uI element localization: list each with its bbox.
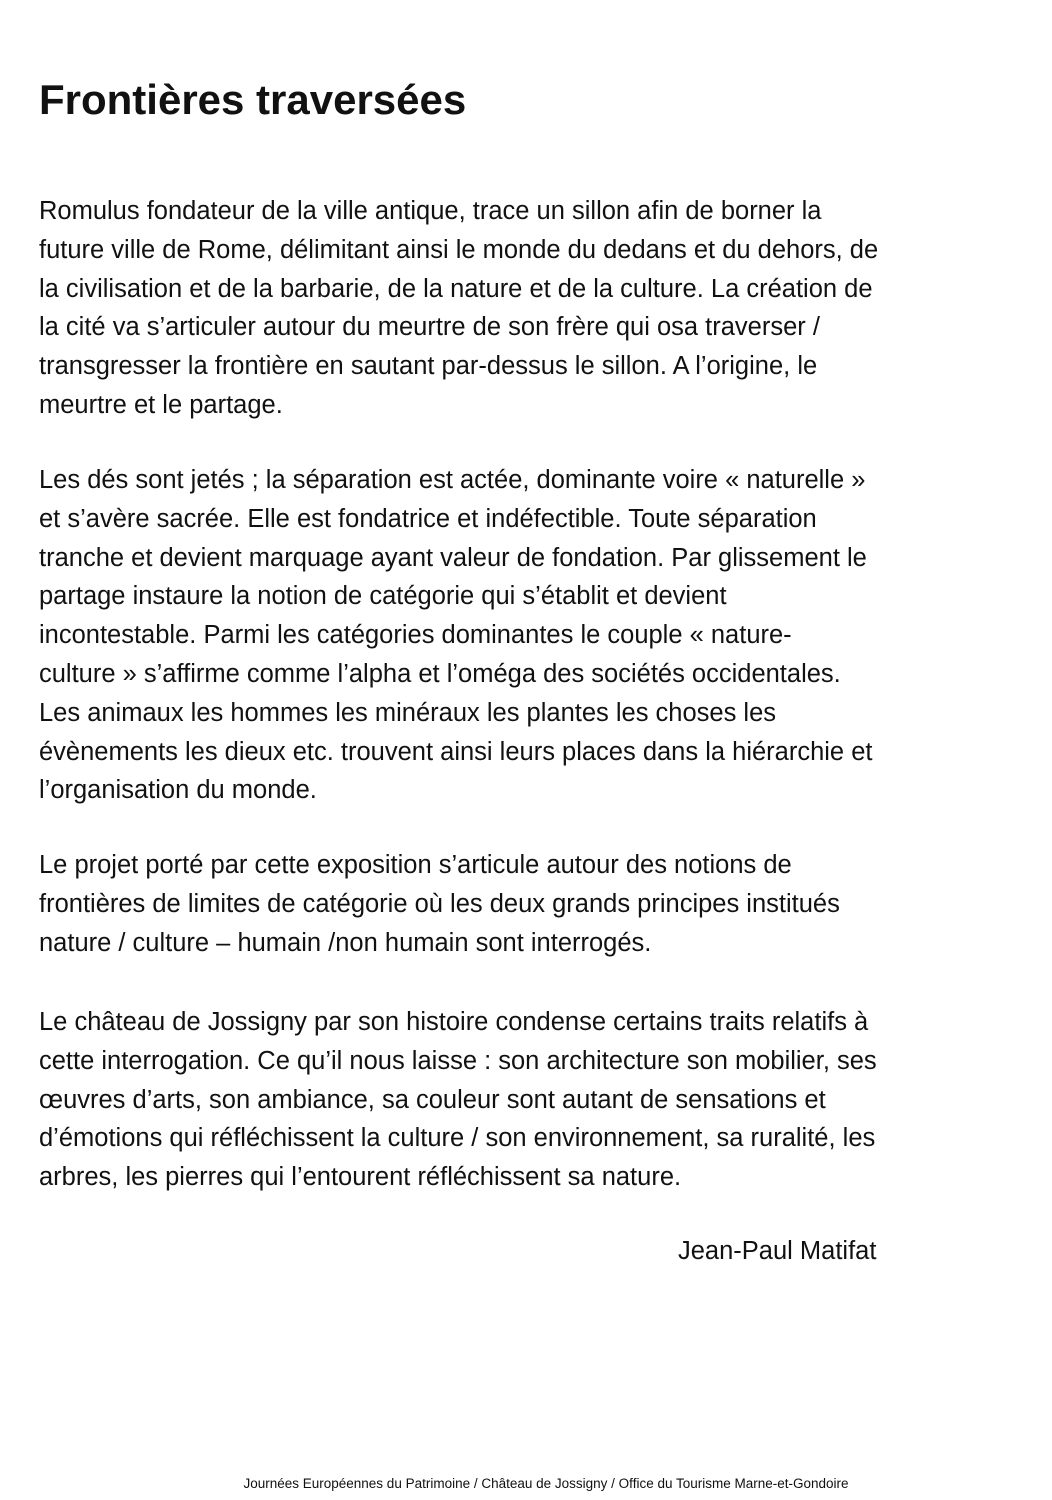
text-line: arbres, les pierres qui l’entourent réfléchissent sa nature. [39, 1163, 682, 1192]
text-line: Les dés sont jetés ; la séparation est actée, dominante voire « naturelle » [39, 466, 866, 494]
paragraph-4 [39, 1003, 877, 1197]
text-line: nature / culture – humain /non humain sont interrogés. [39, 928, 652, 957]
text-line: œuvres d’arts, son ambiance, sa couleur sont autant de sensations et [39, 1085, 826, 1114]
text-line: et s’avère sacrée. Elle est fondatrice et indéfectible. Toute séparation [39, 504, 817, 533]
text-line: l’organisation du monde. [39, 776, 317, 805]
paragraph-2 [39, 461, 872, 810]
text-line: culture » s’affirme comme l’alpha et l’oméga des sociétés occidentales. [39, 659, 841, 688]
text-line: Le château de Jossigny par son histoire condense certains traits relatifs à [39, 1008, 869, 1036]
text-line: meurtre et le partage. [39, 390, 283, 419]
text-line: transgresser la frontière en sautant par-dessus le sillon. A l’origine, le [39, 352, 818, 381]
text-line: frontières de limites de catégorie où les deux grands principes institués [39, 889, 840, 918]
paragraph-3 [39, 846, 840, 962]
text-line: tranche et devient marquage ayant valeur de fondation. Par glissement le [39, 543, 867, 572]
text-line: Les animaux les hommes les minéraux les plantes les choses les [39, 698, 777, 727]
text-line: la cité va s’articuler autour du meurtre de son frère qui osa traverser / [39, 313, 820, 342]
text-line: cette interrogation. Ce qu’il nous laisse : son architecture son mobilier, ses [39, 1046, 877, 1075]
page-footer: Journées Européennes du Patrimoine / Château de Jossigny / Office du Tourisme Marne-et-Gondoire [243, 1476, 849, 1491]
text-line: la civilisation et de la barbarie, de la nature et de la culture. La création de [39, 274, 873, 303]
text-line: Le projet porté par cette exposition s’articule autour des notions de [39, 851, 792, 879]
author-signature: Jean-Paul Matifat [678, 1237, 877, 1265]
text-line: incontestable. Parmi les catégories dominantes le couple « nature- [39, 621, 792, 650]
text-line: d’émotions qui réfléchissent la culture / son environnement, sa ruralité, les [39, 1124, 876, 1153]
text-line: Romulus fondateur de la ville antique, trace un sillon afin de borner la [39, 197, 822, 225]
text-line: partage instaure la notion de catégorie qui s’établit et devient [39, 582, 727, 611]
text-line: future ville de Rome, délimitant ainsi le monde du dedans et du dehors, de [39, 235, 879, 264]
text-line: évènements les dieux etc. trouvent ainsi leurs places dans la hiérarchie et [39, 737, 873, 766]
document-title: Frontières traversées [39, 76, 467, 123]
paragraph-1 [39, 192, 878, 425]
